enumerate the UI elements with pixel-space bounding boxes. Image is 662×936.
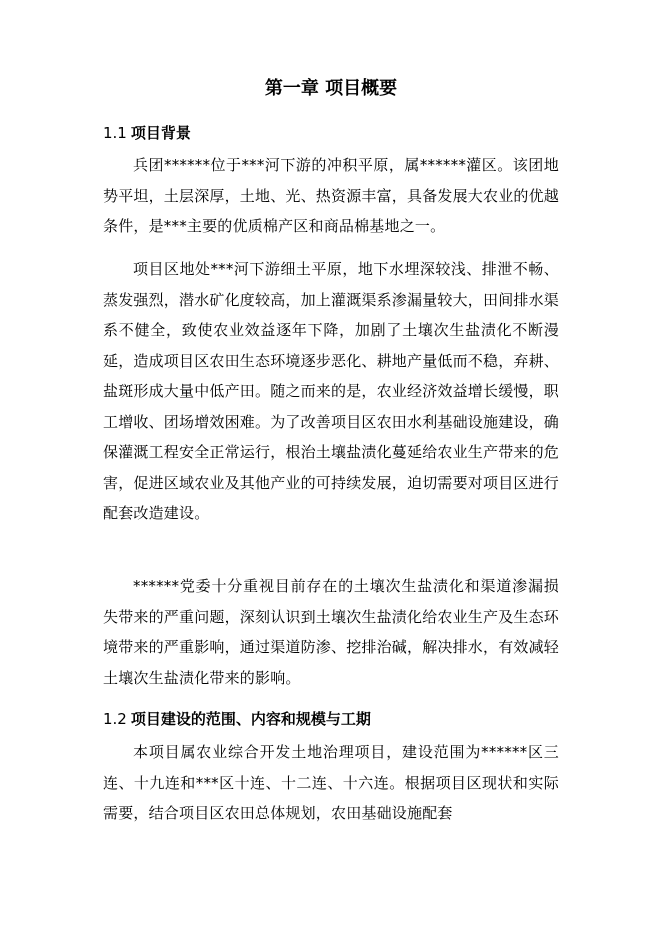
- section-title: 项目背景: [130, 124, 191, 142]
- section-number: 1.2: [103, 710, 127, 728]
- section-heading-1-1: [103, 122, 191, 144]
- section-number: 1.1: [103, 124, 127, 142]
- paragraph-background-2: 项目区地处***河下游细土平原，地下水埋深较浅、排泄不畅、蒸发强烈，潜水矿化度较高，加上灌溉渠系渗漏量较大，田间排水渠系不健全，致使农业效益逐年下降，加剧了土壤次生盐渍化不断漫延，造成项目区农田生态环境逐步恶化、耕地产量低而不稳，弃耕、盐斑形成大量中低产田。随之而来的是，农业经济效益增长缓慢，职工增收、团场增效困难。为了改善项目区农田水利基础设施建设，确保灌溉工程安全正常运行，根治土壤盐渍化蔓延给农业生产带来的危害，促进区域农业及其他产业的可持续发展，迫切需要对项目区进行配套改造建设。: [103, 260, 560, 522]
- paragraph-scope-1: 本项目属农业综合开发土地治理项目，建设范围为******区三连、十九连和***区十连、十二连、十六连。根据项目区现状和实际需要，结合项目区农田总体规划，农田基础设施配套: [103, 743, 559, 822]
- chapter-title: 第一章 项目概要: [264, 78, 398, 99]
- section-heading-1-2: [103, 708, 371, 730]
- section-title: 项目建设的范围、内容和规模与工期: [130, 710, 371, 728]
- paragraph-background-1: 兵团******位于***河下游的冲积平原，属******灌区。该团地势平坦，土层深厚，土地、光、热资源丰富，具备发展大农业的优越条件，是***主要的优质棉产区和商品棉基地之一。: [103, 156, 560, 235]
- paragraph-background-3: ******党委十分重视目前存在的土壤次生盐渍化和渠道渗漏损失带来的严重问题，深刻认识到土壤次生盐渍化给农业生产及生态环境带来的严重影响，通过渠道防渗、挖排治碱，解决排水，有效减轻土壤次生盐渍化带来的影响。: [103, 577, 560, 687]
